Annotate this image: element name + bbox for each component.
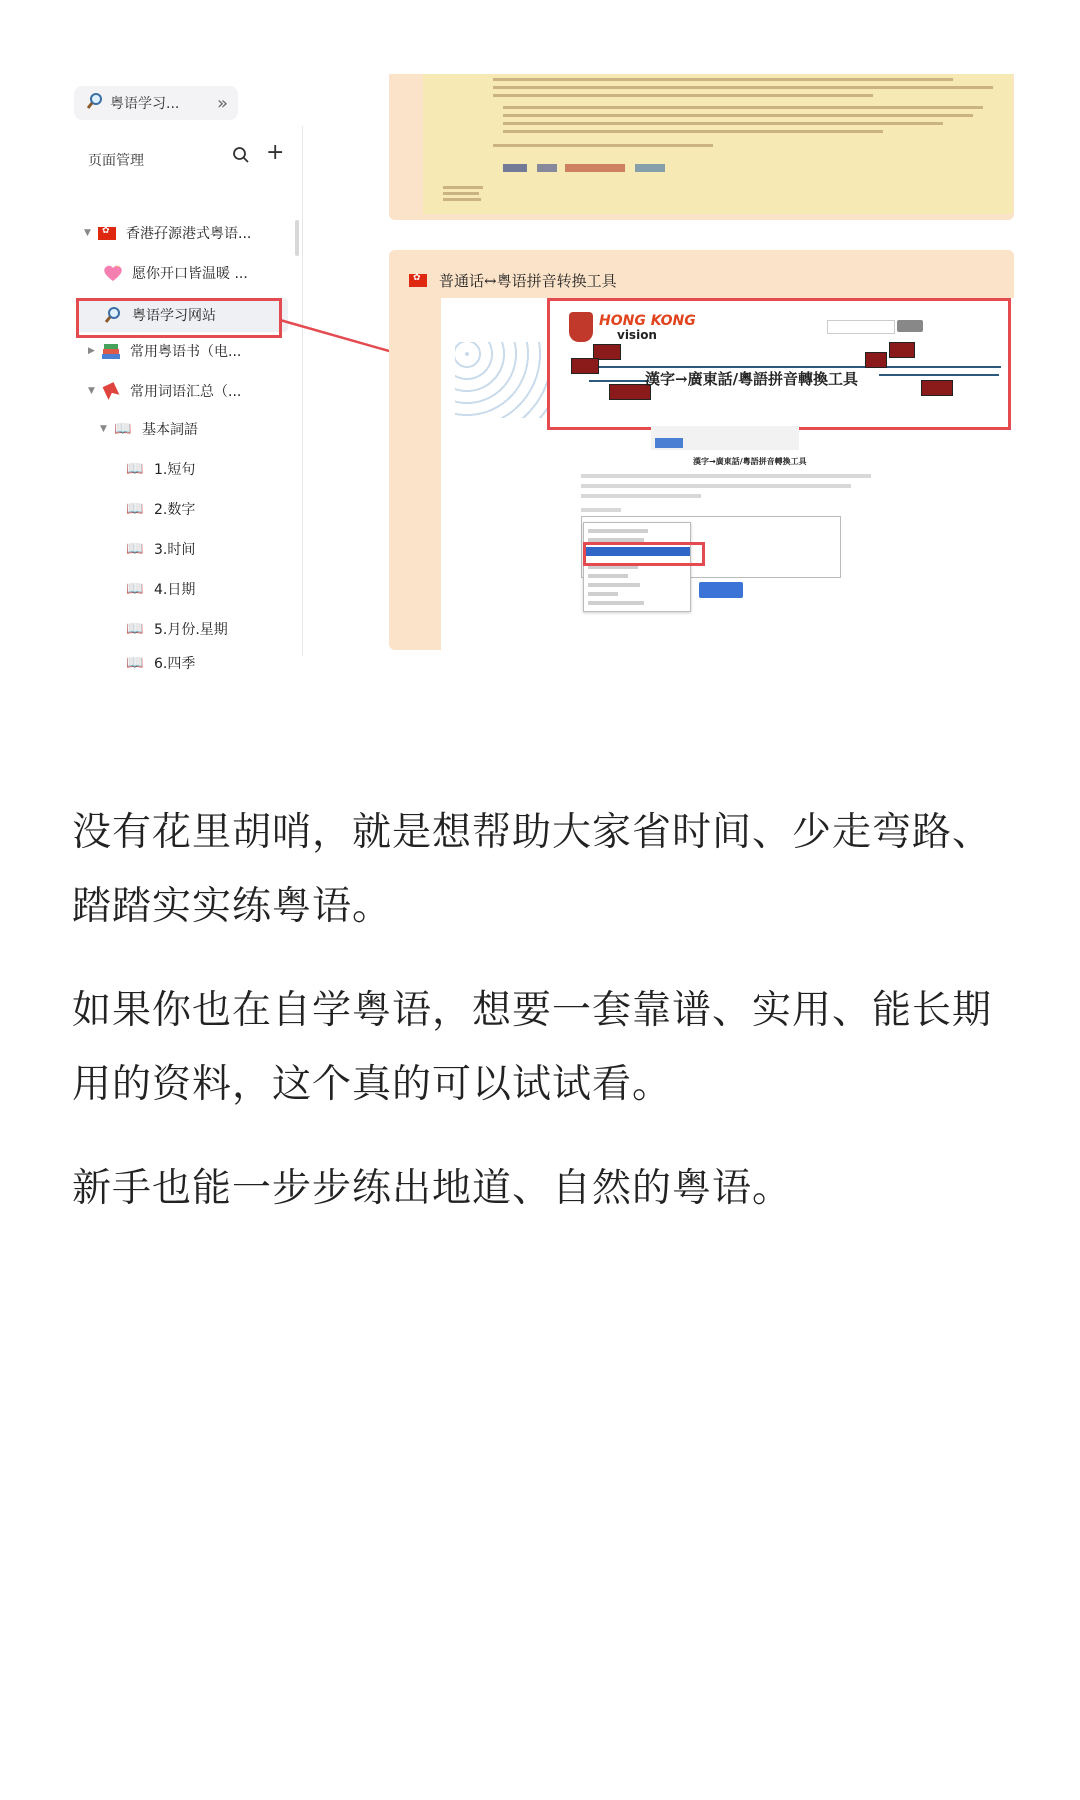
romanization-dropdown[interactable]	[583, 522, 691, 612]
tree-item[interactable]	[124, 650, 195, 676]
card-title-text: 普通话↔粤语拼音转换工具	[439, 272, 617, 290]
tree-item-label: 2.数字	[154, 502, 196, 518]
highlight-box-option	[583, 542, 705, 566]
paragraph: 如果你也在自学粤语，想要一套靠谱、实用、能长期用的资料，这个真的可以试试看。	[72, 988, 993, 1107]
tree-item-label: 常用粤语书（电...	[130, 344, 242, 360]
banner-title: 漢字→廣東話/粵語拼音轉換工具	[645, 370, 859, 388]
screenshot-image	[72, 74, 1014, 672]
tree-item-label: 常用词语汇总（...	[130, 384, 242, 400]
tree-item-label: 6.四季	[154, 656, 196, 672]
add-page-icon[interactable]: +	[266, 140, 285, 165]
caret-down-icon[interactable]: ▼	[100, 424, 107, 434]
paragraph: 新手也能一步步练出地道、自然的粤语。	[72, 1166, 793, 1211]
open-book-icon: 📖	[126, 461, 144, 477]
convert-button[interactable]	[699, 582, 743, 598]
open-book-icon: 📖	[114, 421, 132, 437]
conversion-tool-card	[389, 250, 1014, 650]
tool-website-screenshot	[441, 298, 1014, 658]
open-book-icon: 📖	[126, 501, 144, 517]
reference-webpage-preview	[389, 74, 1014, 220]
decorative-tile-pattern	[455, 342, 551, 418]
caret-down-icon[interactable]: ▼	[88, 386, 95, 396]
ad-button[interactable]	[655, 438, 683, 448]
card-title	[409, 270, 617, 291]
logo-text: HONG KONG	[599, 313, 696, 329]
tree-item-label: 4.日期	[154, 582, 196, 598]
tree-item-label: 3.时间	[154, 542, 196, 558]
tree-item-label: 粤语学习网站	[132, 308, 216, 324]
tree-item-label: 5.月份.星期	[154, 622, 228, 638]
logo-subtext: vision	[617, 328, 657, 342]
tree-item-label: 基本詞語	[142, 422, 198, 438]
open-book-icon: 📖	[126, 541, 144, 557]
tool-subtitle: 漢字→廣東話/粵語拼音轉換工具	[693, 457, 807, 466]
open-book-icon: 📖	[126, 621, 144, 637]
double-chevron-right-icon[interactable]: »	[216, 92, 228, 114]
open-book-icon: 📖	[126, 581, 144, 597]
caret-right-icon[interactable]: ▶	[88, 346, 95, 356]
sidebar-title: 页面管理	[88, 153, 144, 169]
open-book-icon: 📖	[126, 655, 144, 671]
tree-item-label: 1.短句	[154, 462, 196, 478]
paragraph: 没有花里胡哨，就是想帮助大家省时间、少走弯路、踏踏实实练粤语。	[72, 810, 993, 929]
page-tab-label: 粤语学习...	[110, 96, 180, 112]
reference-webpage-body	[423, 74, 1013, 214]
highlight-box-banner	[547, 298, 1011, 430]
tree-item-label: 香港孖源港式粤语...	[126, 226, 252, 242]
hk-flag-icon	[409, 274, 427, 287]
tree-item-label: 愿你开口皆温暖 ...	[132, 266, 248, 282]
caret-down-icon[interactable]: ▼	[84, 228, 91, 238]
